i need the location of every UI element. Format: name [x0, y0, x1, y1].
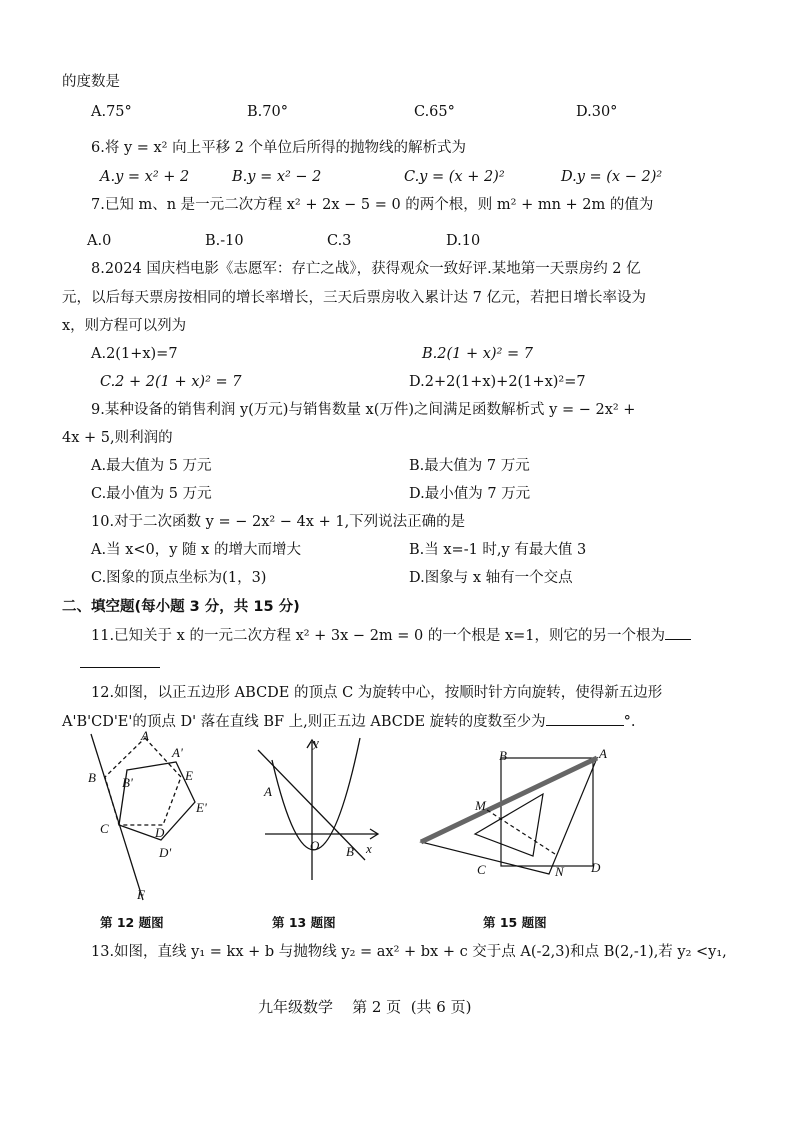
q8-option-c: C.2 + 2(1 + x)² = 7: [100, 374, 242, 390]
q9-question-line2: 4x + 5,则利润的: [62, 430, 173, 446]
q10-option-d: D.图象与 x 轴有一个交点: [409, 570, 573, 586]
q9-question-line1: 9.某种设备的销售利润 y(万元)与销售数量 x(万件)之间满足函数解析式 y = − 2x² +: [91, 402, 636, 418]
ruler-edge: [421, 758, 597, 842]
q6-option-d: D.y = (x − 2)²: [561, 169, 663, 185]
label-b-prime: B': [122, 775, 133, 790]
q8-question-line2: 元，以后每天票房按相同的增长率增长，三天后票房收入累计达 7 亿元，若把日增长率设为: [62, 290, 646, 306]
label-b: B: [499, 748, 507, 763]
q12-text: A'B'CD'E'的顶点 D' 落在直线 BF 上,则正五边 ABCDE 旋转的度数至少为: [62, 714, 546, 730]
q12-degree: °.: [623, 714, 636, 730]
q9-option-d: D.最小值为 7 万元: [409, 486, 531, 502]
q7-option-b: B.-10: [205, 233, 244, 249]
label-a: A: [264, 784, 272, 799]
q11-text: 11.已知关于 x 的一元二次方程 x² + 3x − 2m = 0 的一个根是 x=1，则它的另一个根为: [91, 628, 666, 644]
label-x: x: [366, 841, 372, 856]
figure-13-caption: 第 13 题图: [272, 915, 336, 930]
section-2-heading: 二、填空题(每小题 3 分，共 15 分): [62, 599, 300, 615]
label-c: C: [477, 862, 486, 877]
q5-option-c: C.65°: [414, 104, 455, 120]
page-footer: 九年级数学 第 2 页 (共 6 页): [258, 998, 472, 1016]
q13-question: 13.如图，直线 y₁ = kx + b 与抛物线 y₂ = ax² + bx + c 交于点 A(-2,3)和点 B(2,-1),若 y₂ <y₁,: [91, 944, 727, 960]
pentagon-abcde: [105, 738, 181, 825]
q6-option-b: B.y = x² − 2: [232, 169, 322, 185]
label-m: M: [475, 798, 486, 813]
q12-question-line2: [62, 711, 636, 732]
q7-option-d: D.10: [446, 233, 481, 249]
label-n: N: [555, 864, 564, 879]
q7-question: 7.已知 m、n 是一元二次方程 x² + 2x − 5 = 0 的两个根，则 m² + mn + 2m 的值为: [91, 197, 654, 213]
label-b: B: [346, 844, 354, 859]
label-a: A: [141, 730, 149, 743]
q9-option-b: B.最大值为 7 万元: [409, 458, 530, 474]
label-o: O: [310, 838, 320, 853]
label-e-prime: E': [196, 800, 207, 815]
q8-option-b: B.2(1 + x)² = 7: [422, 346, 533, 362]
q10-option-b: B.当 x=-1 时,y 有最大值 3: [409, 542, 587, 558]
q11-question: [91, 625, 691, 646]
q11-answer-blank-start: [665, 625, 691, 640]
label-y: y: [313, 735, 319, 750]
q5-option-a: A.75°: [91, 104, 132, 120]
label-d: D: [591, 860, 601, 875]
q12-question-line1: 12.如图，以正五边形 ABCDE 的顶点 C 为旋转中心，按顺时针方向旋转，使得新五边形: [91, 685, 663, 701]
label-b: B: [88, 770, 96, 785]
set-square-outer: [421, 758, 597, 874]
q5-continuation: 的度数是: [62, 74, 120, 90]
square-abcd: [501, 758, 593, 866]
label-c: C: [100, 821, 109, 836]
figure-13: [250, 730, 390, 890]
q5-option-d: D.30°: [576, 104, 618, 120]
q8-option-a: A.2(1+x)=7: [91, 346, 178, 362]
q12-answer-blank: [546, 711, 624, 726]
q10-question: 10.对于二次函数 y = − 2x² − 4x + 1,下列说法正确的是: [91, 514, 466, 530]
q9-option-c: C.最小值为 5 万元: [91, 486, 212, 502]
q6-option-c: C.y = (x + 2)²: [404, 169, 505, 185]
q10-option-c: C.图象的顶点坐标为(1，3): [91, 570, 267, 586]
label-e: E: [185, 768, 193, 783]
q9-option-a: A.最大值为 5 万元: [91, 458, 212, 474]
figure-15-caption: 第 15 题图: [483, 915, 547, 930]
q8-question-line1: 8.2024 国庆档电影《志愿军：存亡之战》，获得观众一致好评.某地第一天票房约 2 亿: [91, 261, 641, 277]
q6-option-a: A.y = x² + 2: [100, 169, 190, 185]
q6-question: 6.将 y = x² 向上平移 2 个单位后所得的抛物线的解析式为: [91, 140, 467, 156]
q8-question-line3: x，则方程可以列为: [62, 318, 187, 334]
q8-option-d: D.2+2(1+x)+2(1+x)²=7: [409, 374, 586, 390]
q7-option-a: A.0: [87, 233, 112, 249]
label-f: F: [137, 887, 145, 902]
q11-answer-blank: [80, 667, 160, 668]
q7-option-c: C.3: [327, 233, 352, 249]
label-a: A: [599, 746, 607, 761]
dashed-mn: [487, 810, 555, 854]
label-d: D: [155, 825, 165, 840]
parabola-y2: [272, 738, 360, 850]
figure-12: [75, 730, 235, 905]
figure-15: [415, 738, 615, 888]
q10-option-a: A.当 x<0，y 随 x 的增大而增大: [91, 542, 301, 558]
label-a-prime: A': [172, 745, 183, 760]
figure-12-caption: 第 12 题图: [100, 915, 164, 930]
label-d-prime: D': [159, 845, 172, 860]
q5-option-b: B.70°: [247, 104, 288, 120]
